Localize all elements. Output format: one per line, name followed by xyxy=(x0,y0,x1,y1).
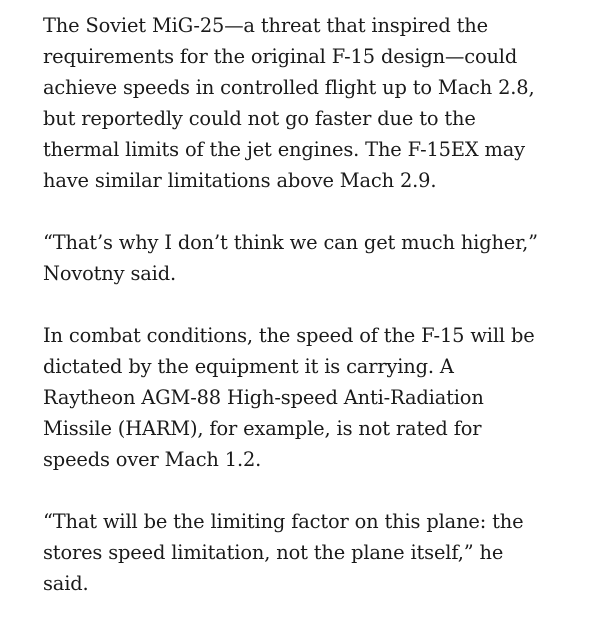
text-line: “That’s why I don’t think we can get much higher,” xyxy=(43,231,538,254)
text-line: The Soviet MiG-25—a threat that inspired the xyxy=(43,14,488,37)
text-line: thermal limits of the jet engines. The F-15EX may xyxy=(43,138,525,161)
text-line: “That will be the limiting factor on this plane: the xyxy=(43,510,524,533)
text-line: In combat conditions, the speed of the F-15 will be xyxy=(43,324,535,347)
text-line: requirements for the original F-15 design—could xyxy=(43,45,518,68)
text-line: Missile (HARM), for example, is not rated for xyxy=(43,417,482,440)
article-body xyxy=(43,10,588,599)
paragraph-limiting-factor-quote xyxy=(43,506,588,599)
paragraph-mig25-comparison xyxy=(43,10,588,196)
paragraph-novotny-quote xyxy=(43,227,588,289)
text-line: stores speed limitation, not the plane itself,” he xyxy=(43,541,504,564)
text-line: Novotny said. xyxy=(43,262,177,285)
text-line: Raytheon AGM-88 High-speed Anti-Radiation xyxy=(43,386,484,409)
paragraph-combat-conditions xyxy=(43,320,588,475)
text-line: but reportedly could not go faster due to the xyxy=(43,107,476,130)
text-line: speeds over Mach 1.2. xyxy=(43,448,262,471)
text-line: dictated by the equipment it is carrying. A xyxy=(43,355,454,378)
text-line: achieve speeds in controlled flight up to Mach 2.8, xyxy=(43,76,535,99)
text-line: said. xyxy=(43,572,89,595)
text-line: have similar limitations above Mach 2.9. xyxy=(43,169,437,192)
